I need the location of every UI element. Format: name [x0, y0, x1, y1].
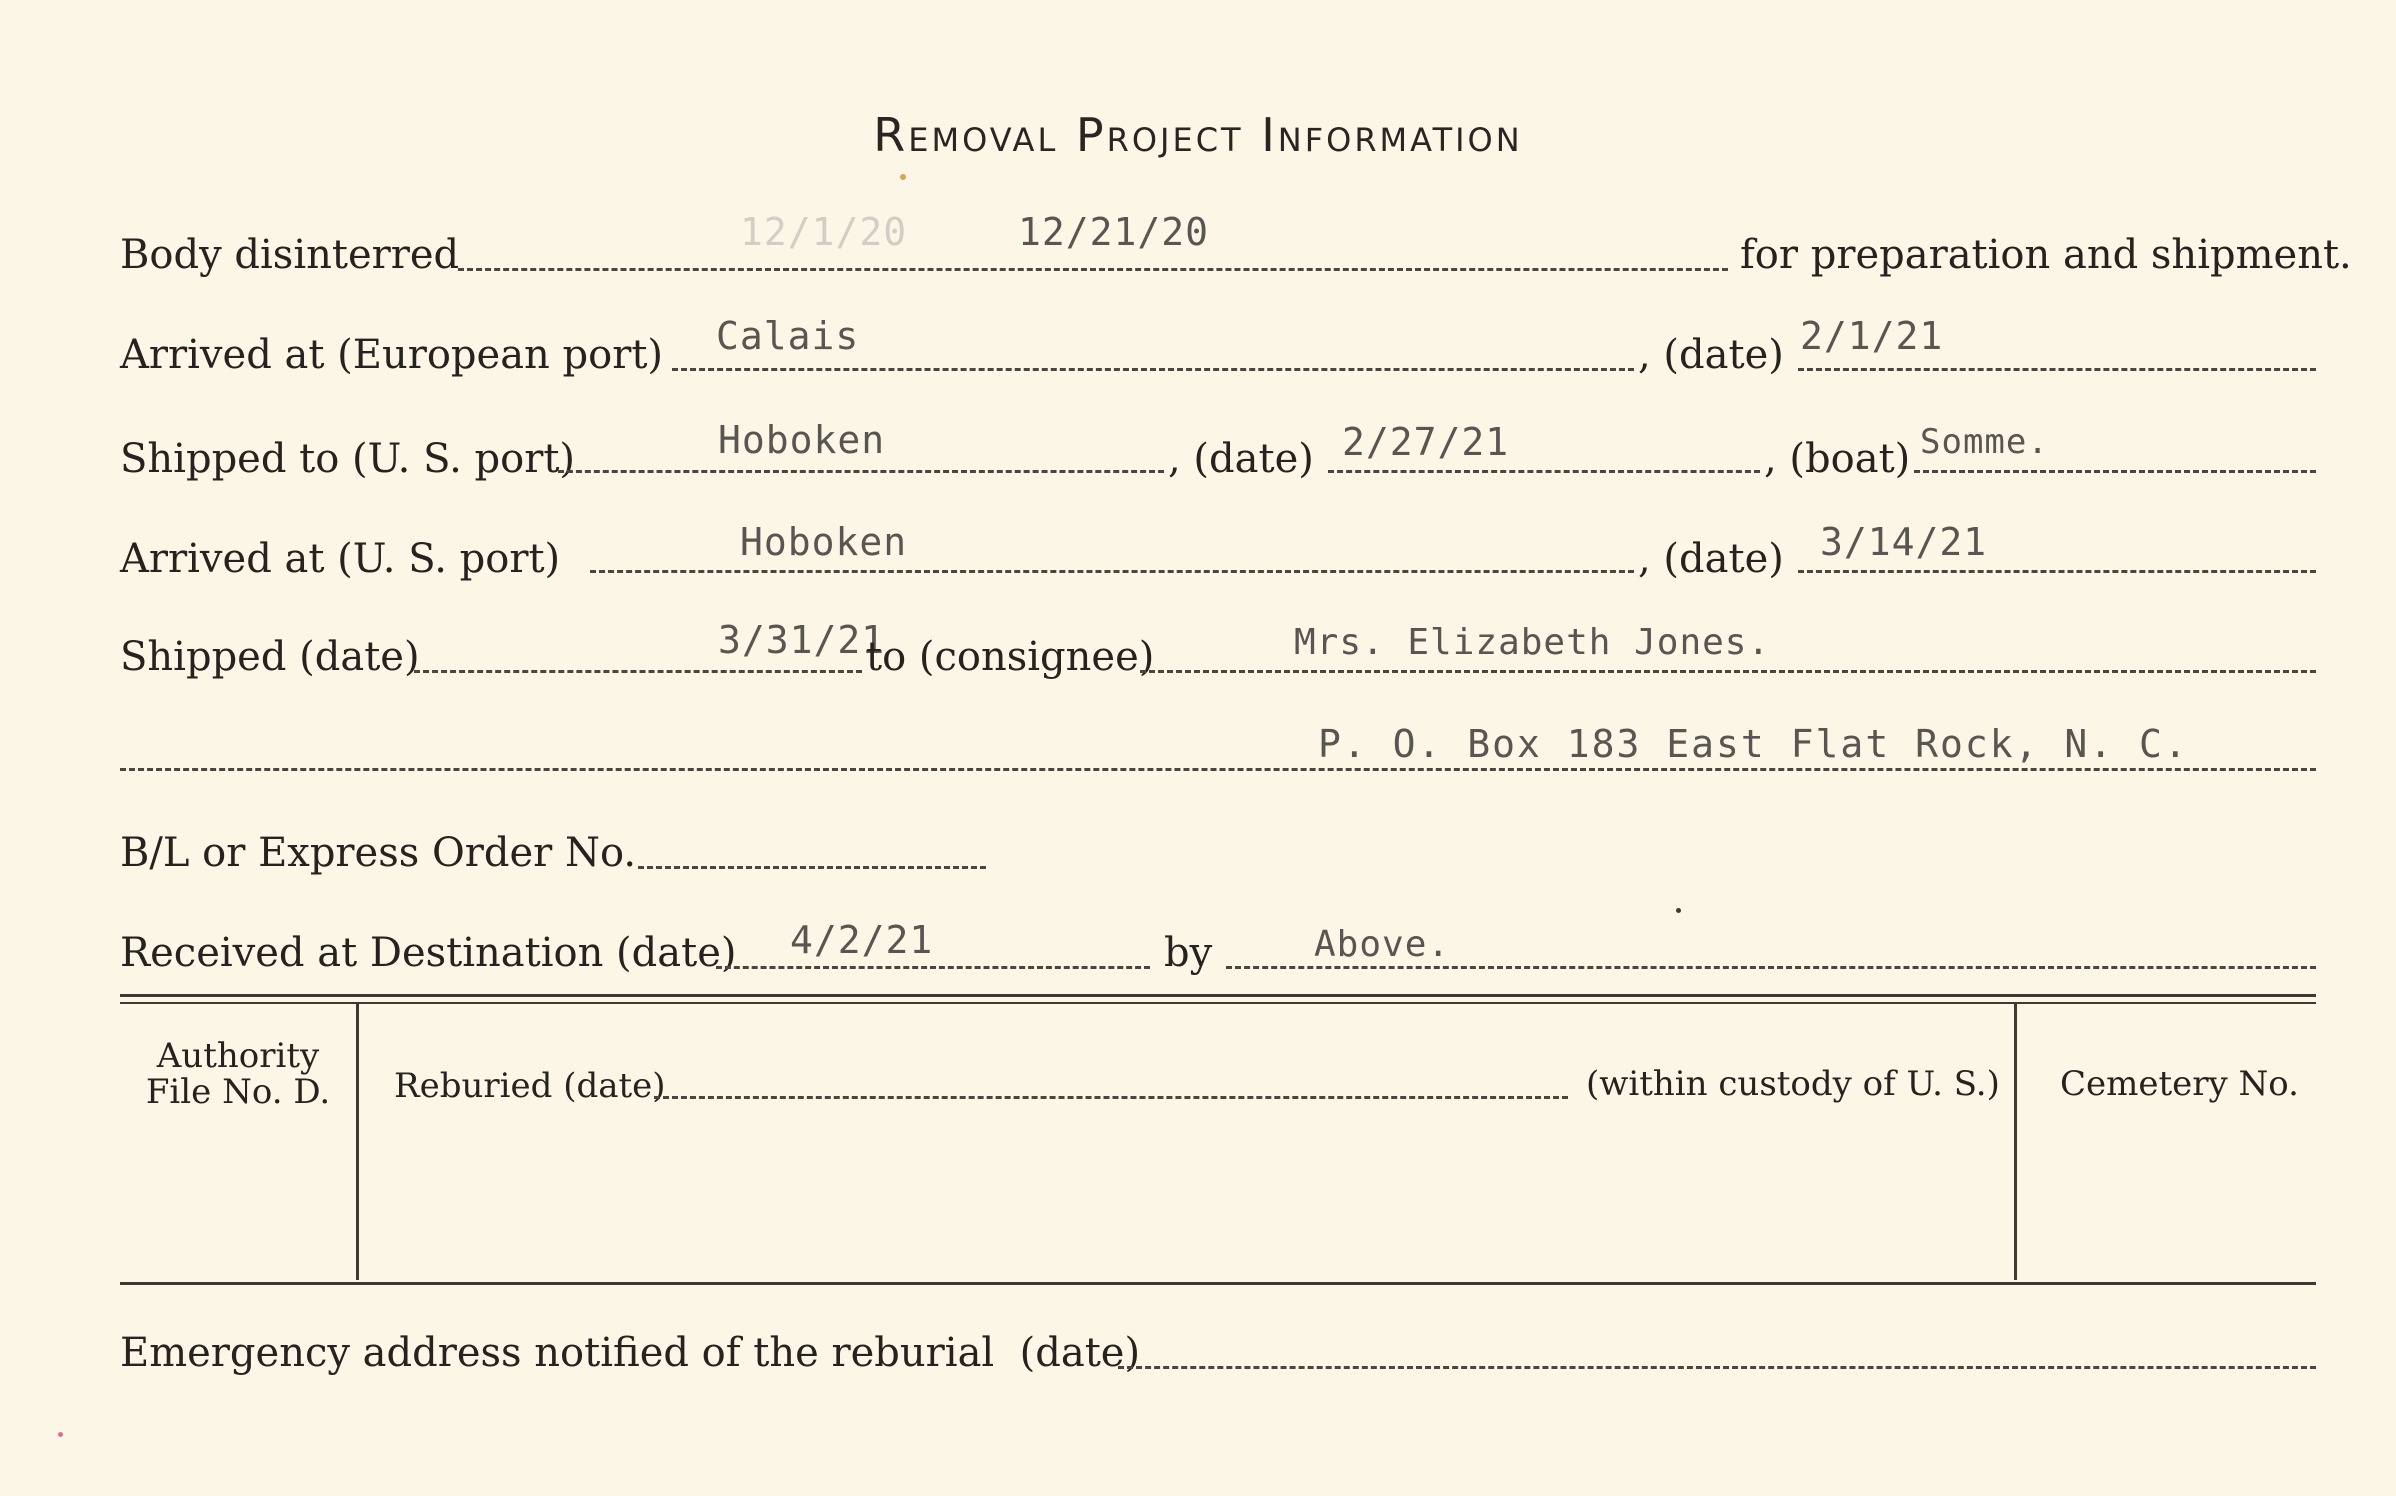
authority-label-line-1: Authority: [156, 1036, 320, 1076]
reburied-label: Reburied (date): [394, 1066, 666, 1106]
received-by-value: Above.: [1314, 924, 1451, 965]
arrived-us-date-value: 3/14/21: [1820, 520, 1988, 564]
table-top-rule-secondary: [120, 1002, 2316, 1004]
shipped-date-label: Shipped (date): [120, 634, 420, 680]
consignee-label: to (consignee): [866, 634, 1155, 680]
shipped-us-label: Shipped to (U. S. port): [120, 436, 575, 482]
arrived-us-date-line: [1798, 570, 2316, 573]
arrived-european-line: [672, 368, 1634, 371]
arrived-us-port-value: Hoboken: [740, 520, 908, 564]
received-destination-line: [716, 966, 1150, 969]
cemetery-label: Cemetery No.: [2060, 1064, 2299, 1104]
arrived-european-date-line: [1798, 368, 2316, 371]
shipped-us-boat-line: [1914, 470, 2316, 473]
ink-dot: [1676, 908, 1681, 913]
table-bottom-rule: [120, 1282, 2316, 1285]
shipped-us-date-line: [1328, 470, 1760, 473]
address-line: [120, 768, 2316, 771]
arrived-us-line: [590, 570, 1634, 573]
page-title: Removal Project Information: [873, 108, 1523, 162]
table-top-rule: [120, 994, 2316, 997]
reburied-line: [654, 1096, 1568, 1099]
bl-order-line: [638, 866, 986, 869]
arrived-european-date-value: 2/1/21: [1800, 314, 1944, 358]
shipped-us-port-value: Hoboken: [718, 418, 886, 462]
body-disinterred-label: Body disinterred: [120, 232, 460, 278]
table-divider-right: [2014, 1004, 2017, 1280]
authority-label-line-2: File No. D.: [145, 1072, 331, 1112]
consignee-line: [1140, 670, 2316, 673]
bl-order-label: B/L or Express Order No.: [120, 830, 637, 876]
shipped-date-value: 3/31/21: [718, 618, 886, 662]
arrived-european-date-label: , (date): [1638, 332, 1784, 378]
body-disinterred-line: [458, 268, 1728, 271]
arrived-us-date-label: , (date): [1638, 536, 1784, 582]
body-disinterred-value: 12/21/20: [1018, 210, 1210, 254]
authority-file-label: [120, 1038, 356, 1110]
body-disinterred-faded-value: 12/1/20: [740, 210, 908, 254]
shipped-us-line: [558, 470, 1164, 473]
arrived-european-label: Arrived at (European port): [120, 332, 664, 378]
emergency-line: [1118, 1366, 2316, 1369]
pink-speck: [58, 1432, 63, 1437]
shipped-us-boat-label: , (boat): [1764, 436, 1911, 482]
emergency-label: Emergency address notified of the reburial (date): [120, 1330, 1141, 1376]
shipped-date-line: [414, 670, 862, 673]
consignee-value: Mrs. Elizabeth Jones.: [1294, 622, 1771, 663]
received-by-line: [1226, 966, 2316, 969]
arrived-us-label: Arrived at (U. S. port): [120, 536, 561, 582]
ink-dot: [900, 174, 906, 180]
shipped-us-boat-value: Somme.: [1920, 422, 2049, 462]
received-destination-date-value: 4/2/21: [790, 918, 934, 962]
arrived-european-port-value: Calais: [716, 314, 860, 358]
consignee-address-value: P. O. Box 183 East Flat Rock, N. C.: [1318, 722, 2189, 766]
received-destination-label: Received at Destination (date): [120, 930, 737, 976]
shipped-us-date-label: , (date): [1168, 436, 1314, 482]
table-divider-left: [356, 1004, 359, 1280]
body-disinterred-suffix: for preparation and shipment.: [1740, 232, 2352, 278]
received-by-label: by: [1164, 930, 1213, 976]
custody-label: (within custody of U. S.): [1586, 1064, 2000, 1104]
shipped-us-date-value: 2/27/21: [1342, 420, 1510, 464]
